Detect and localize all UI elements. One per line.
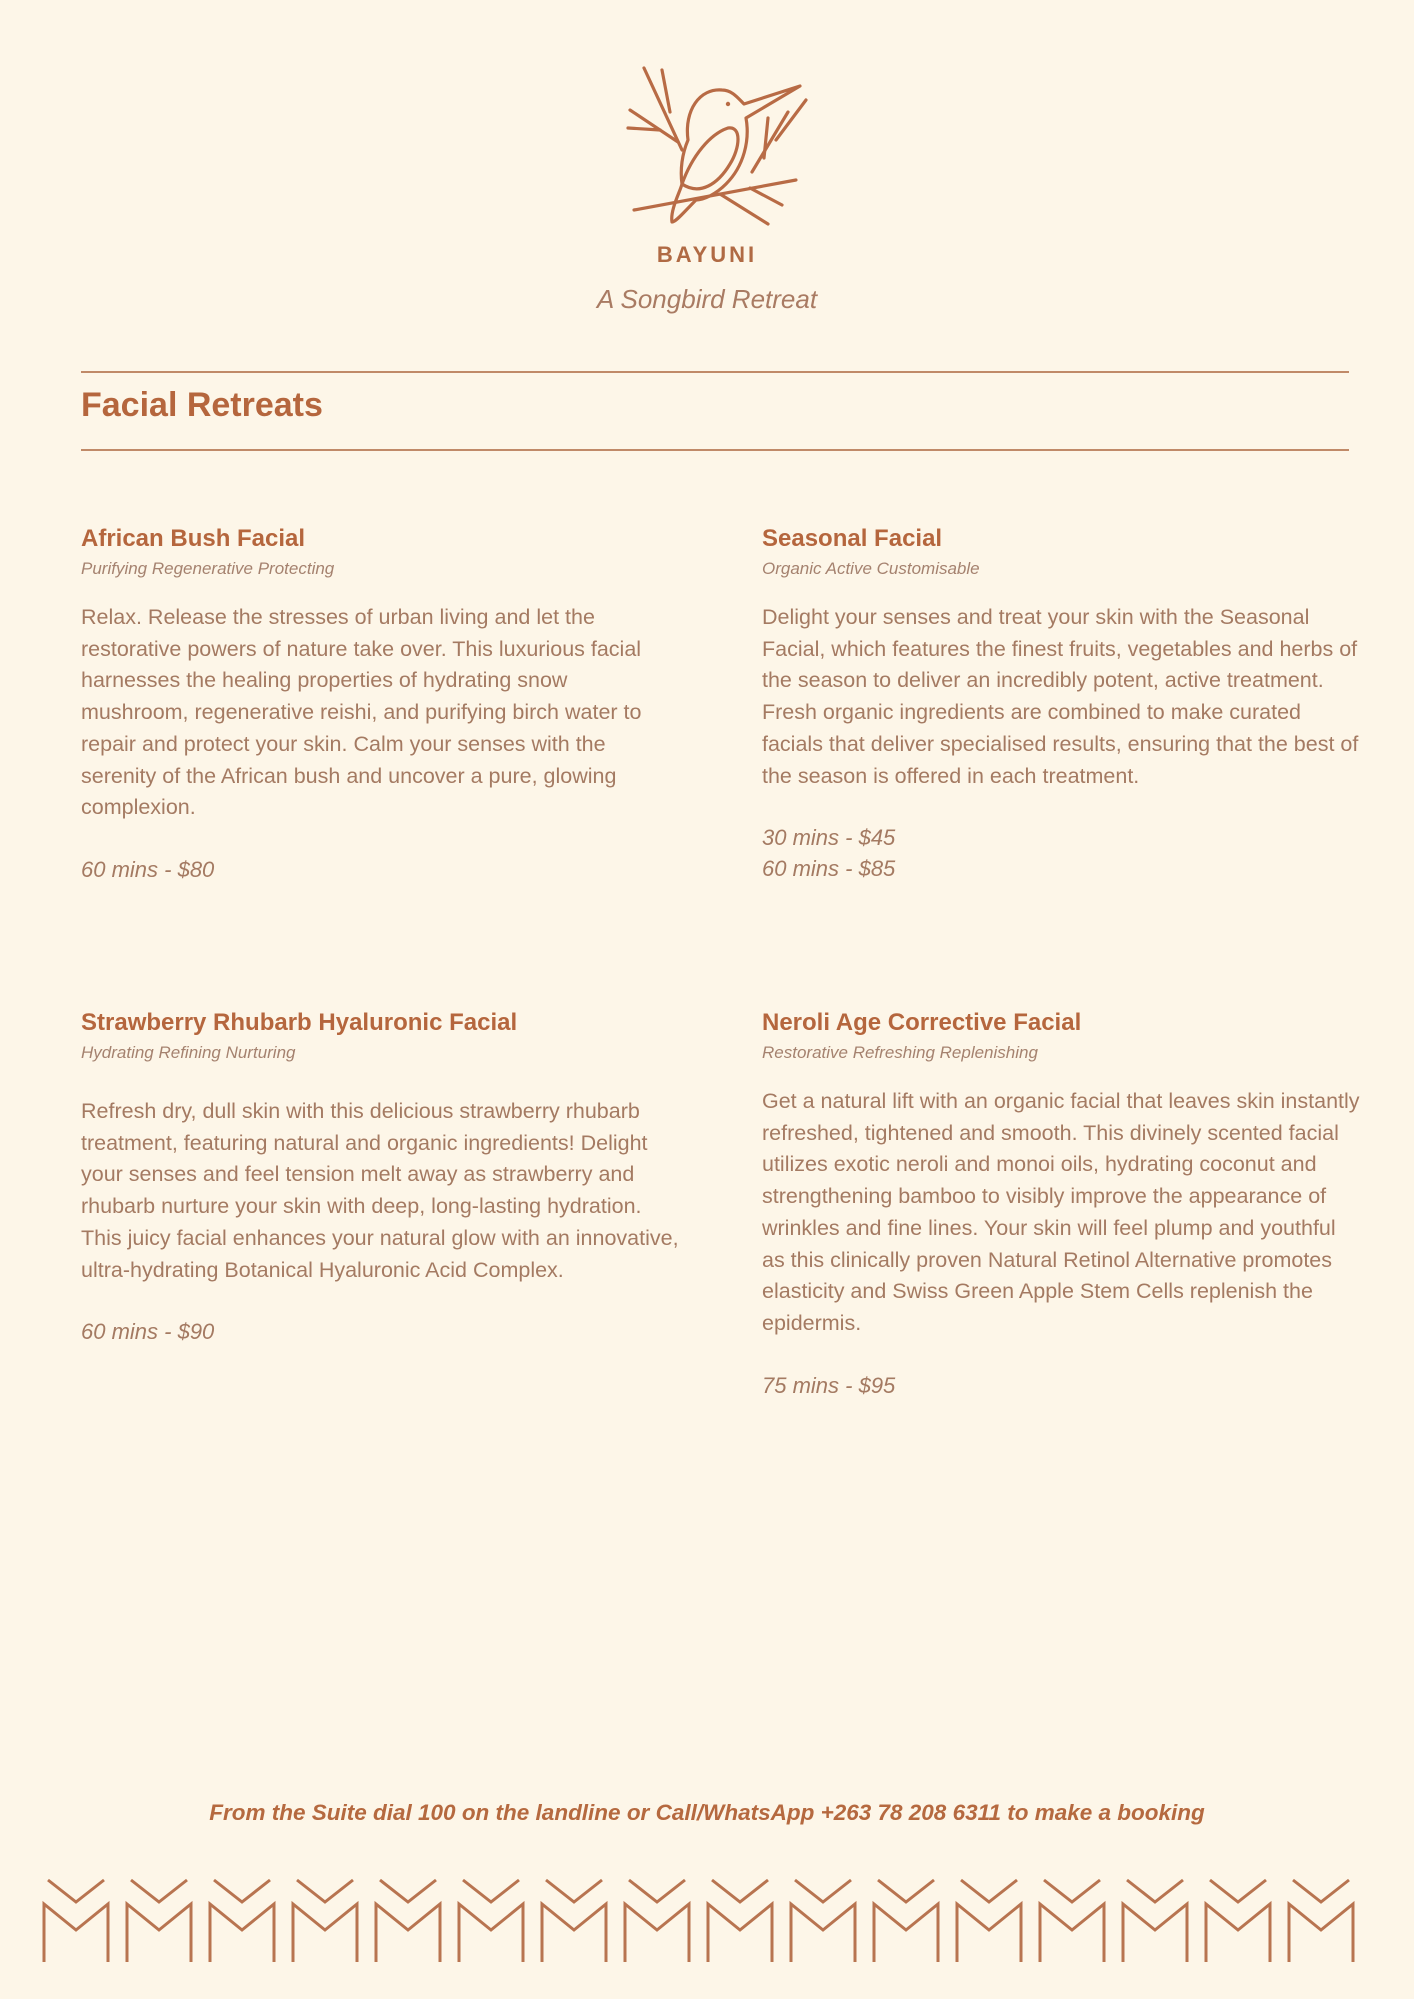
treatment-name: African Bush Facial	[81, 525, 306, 552]
treatment-description: Relax. Release the stresses of urban living and let the restorative powers of nature take over. This luxurious facial harnesses the healing properties of hydrating snow mushroom, regenerative reishi, and purifying birch water to repair and protect your skin. Calm your senses with the serenity of the African bush and uncover a pure, glowing complexion.	[81, 605, 642, 820]
price-option: 60 mins - $85	[762, 856, 896, 882]
brand-tagline: A Songbird Retreat	[596, 284, 818, 314]
divider-top	[81, 371, 1349, 373]
treatment-tags: Organic Active Customisable	[762, 559, 980, 578]
kingfisher-bird-logo-icon	[600, 60, 820, 240]
price-option: 30 mins - $45	[762, 825, 896, 851]
treatment-description: Get a natural lift with an organic facial that leaves skin instantly refreshed, tightened and smooth. This divinely scented facial utilizes exotic neroli and monoi oils, hydrating coconut and strengthening bamboo to visibly improve the appearance of wrinkles and fine lines. Your skin will feel plump and youthful as this clinically proven Natural Retinol Alternative promotes elasticity and Swiss Green Apple Stem Cells replenish the epidermis.	[762, 1089, 1360, 1335]
treatment-tags: Hydrating Refining Nurturing	[81, 1043, 296, 1062]
price-option: 60 mins - $90	[81, 1319, 215, 1345]
treatment-prices	[762, 822, 1362, 884]
treatment-name: Seasonal Facial	[762, 525, 943, 552]
treatment-neroli-age-corrective-facial	[762, 1008, 1362, 1401]
price-option: 75 mins - $95	[762, 1372, 896, 1398]
treatment-tags: Restorative Refreshing Replenishing	[762, 1043, 1038, 1062]
treatment-strawberry-rhubarb-hyaluronic-facial	[81, 1008, 681, 1347]
treatment-description: Refresh dry, dull skin with this delicious strawberry rhubarb treatment, featuring natural and organic ingredients! Delight your senses and feel tension melt away as strawberry and rhubarb nurture your skin with deep, long-lasting hydration. This juicy facial enhances your natural glow with an innovative, ultra-hydrating Botanical Hyaluronic Acid Complex.	[81, 1099, 679, 1282]
treatment-prices	[81, 854, 681, 885]
treatment-prices	[762, 1370, 1362, 1401]
treatment-name: Neroli Age Corrective Facial	[762, 1009, 1082, 1036]
treatment-tags: Purifying Regenerative Protecting	[81, 559, 335, 578]
treatment-name: Strawberry Rhubarb Hyaluronic Facial	[81, 1009, 518, 1036]
treatment-seasonal-facial	[762, 524, 1362, 884]
booking-instructions: From the Suite dial 100 on the landline or Call/WhatsApp +263 78 208 6311 to make a booking	[209, 1800, 1205, 1825]
brand-name: BAYUNI	[656, 242, 758, 267]
price-option: 60 mins - $80	[81, 856, 215, 882]
m-chevron-pattern-icon	[40, 1878, 1360, 1964]
section-title: Facial Retreats	[81, 386, 323, 424]
treatment-prices	[81, 1316, 681, 1347]
divider-bottom	[81, 449, 1349, 451]
treatment-description: Delight your senses and treat your skin with the Seasonal Facial, which features the finest fruits, vegetables and herbs of the season to deliver an incredibly potent, active treatment. Fresh organic ingredients are combined to make curated facials that deliver specialised results, ensuring that the best of the season is offered in each treatment.	[762, 605, 1359, 788]
treatment-african-bush-facial	[81, 524, 681, 885]
